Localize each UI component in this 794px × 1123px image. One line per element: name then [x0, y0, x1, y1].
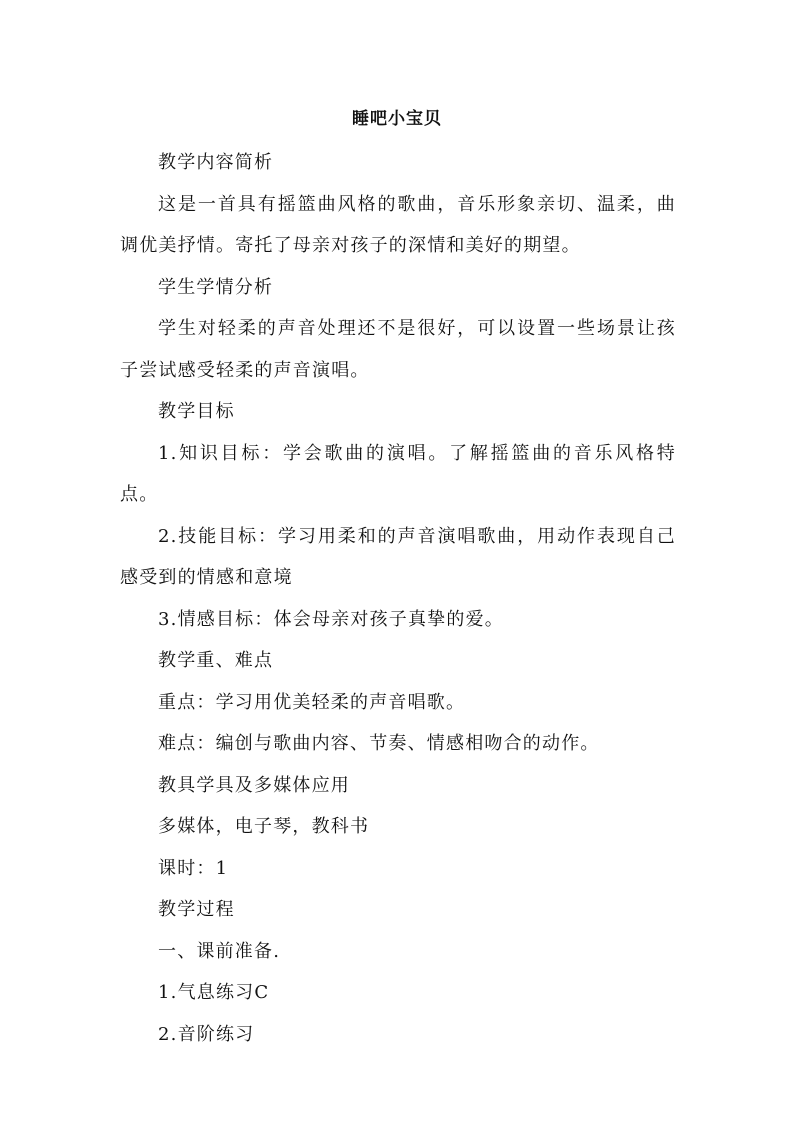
document-body	[120, 142, 676, 1055]
paragraph-content-analysis: 这是一首具有摇篮曲风格的歌曲，音乐形象亲切、温柔，曲调优美抒情。寄托了母亲对孩子的深情和美好的期望。	[120, 193, 676, 256]
section-heading-student-analysis: 学生学情分析	[158, 276, 274, 298]
section-heading-teaching-process: 教学过程	[158, 899, 235, 920]
teaching-aids: 多媒体，电子琴，教科书	[158, 816, 370, 837]
objective-knowledge: 1.知识目标：学会歌曲的演唱。了解摇篮曲的音乐风格特点。	[120, 442, 676, 505]
process-item-scale: 2.音阶练习	[158, 1023, 255, 1045]
section-heading-content-analysis: 教学内容简析	[158, 152, 274, 173]
class-hours: 课时：1	[158, 857, 229, 879]
key-point: 重点：学习用优美轻柔的声音唱歌。	[158, 691, 466, 713]
difficult-point: 难点：编创与歌曲内容、节奏、情感相吻合的动作。	[158, 733, 600, 754]
section-heading-objectives: 教学目标	[158, 401, 235, 422]
paragraph-student-analysis: 学生对轻柔的声音处理还不是很好，可以设置一些场景让孩子尝试感受轻柔的声音演唱。	[120, 318, 676, 381]
process-item-breathing: 1.气息练习C	[158, 982, 270, 1003]
objective-emotion: 3.情感目标：体会母亲对孩子真挚的爱。	[158, 608, 504, 630]
process-step-preparation: 一、课前准备.	[158, 940, 281, 962]
section-heading-key-points: 教学重、难点	[158, 650, 274, 671]
section-heading-teaching-aids: 教具学具及多媒体应用	[158, 774, 350, 796]
objective-skill: 2.技能目标：学习用柔和的声音演唱歌曲，用动作表现自己感受到的情感和意境	[120, 525, 676, 588]
document-title: 睡吧小宝贝	[352, 109, 442, 129]
